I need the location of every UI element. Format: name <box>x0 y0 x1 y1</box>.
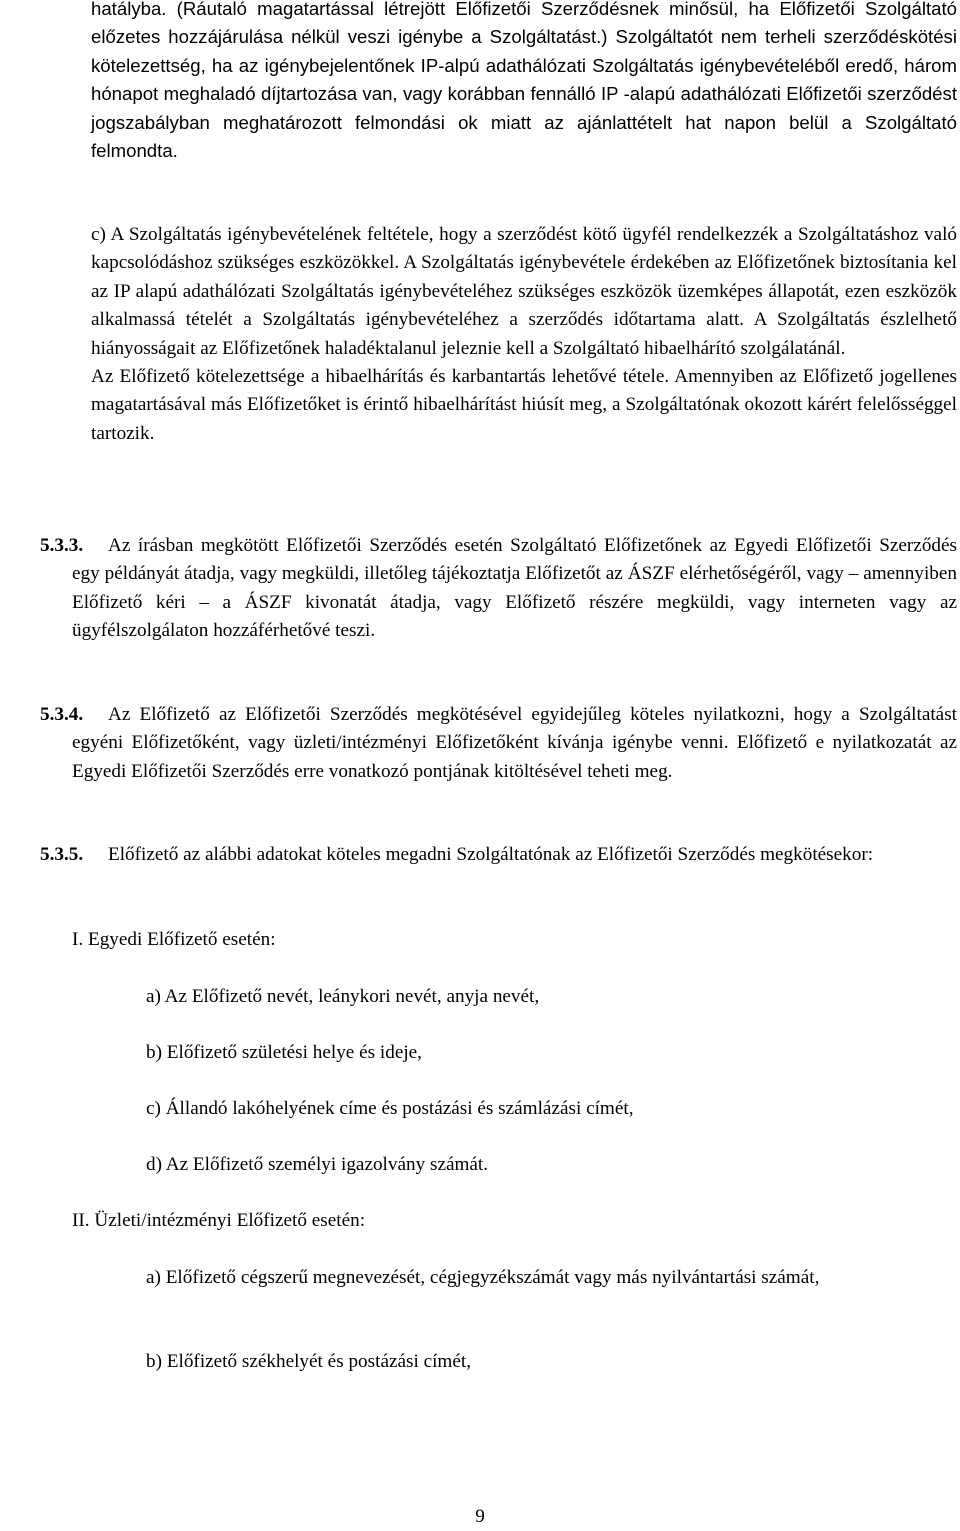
section-5-3-3 <box>40 532 957 646</box>
list-item: b) Előfizető székhelyét és postázási címét, <box>146 1351 471 1372</box>
page-number: 9 <box>475 1506 485 1527</box>
section-5-3-5 <box>40 841 957 869</box>
section-number: 5.3.3. <box>40 535 84 556</box>
list-item: a) Előfizető cégszerű megnevezését, cégjegyzékszámát vagy más nyilvántartási számát, <box>146 1267 820 1288</box>
list-item: b) Előfizető születési helye és ideje, <box>146 1042 422 1063</box>
paragraph-c <box>91 221 957 448</box>
section-number: 5.3.5. <box>40 844 84 865</box>
paragraph-c-sentence-3: Az Előfizető kötelezettsége a hibaelhárítás és karbantartás lehetővé tétele. Amennyiben az Előfizető jogellenes magatartásával más Előfizetőket is érintő hibaelhárítást hiúsít meg, a Szolgáltatónak okozott kárért felelősséggel tartozik. <box>91 366 957 444</box>
intro-paragraph: hatályba. (Ráutaló magatartással létrejött Előfizetői Szerződésnek minősül, ha Előfizetői Szolgáltató előzetes hozzájárulása nélkül veszi igénybe a Szolgáltatást.) Szolgáltatót nem terheli szerződéskötési kötelezettség, ha az igénybejelentőnek IP-alpú adathálózati Szolgáltatás igénybevételéből eredő, három hónapot meghaladó díjtartozása van, vagy korábban fennálló IP -alapú adathálózati Előfizetői szerződést jogszabályban meghatározott felmondási ok miatt az ajánlattételt hat napon belül a Szolgáltató felmondta. <box>91 0 957 162</box>
section-text: Az írásban megkötött Előfizetői Szerződés esetén Szolgáltató Előfizetőnek az Egyedi Előfizetői Szerződés egy példányát átadja, vagy megküldi, illetőleg tájékoztatja Előfizetőt az ÁSZF elérhetőségéről, vagy – amennyiben Előfizető kéri – a ÁSZF kivonatát átadja, vagy Előfizető részére megküldi, vagy interneten vagy az ügyfélszolgálaton hozzáférhetővé teszi. <box>72 535 957 642</box>
section-text: Előfizető az alábbi adatokat köteles megadni Szolgáltatónak az Előfizetői Szerződés megkötésekor: <box>108 844 874 865</box>
paragraph-c-sentence-1: c) A Szolgáltatás igénybevételének feltétele, hogy a szerződést kötő ügyfél rendelkezzék a Szolgáltatáshoz való kapcsolódáshoz szükséges eszközökkel. <box>91 224 957 274</box>
section-number: 5.3.4. <box>40 704 84 725</box>
list-heading-business: II. Üzleti/intézményi Előfizető esetén: <box>72 1210 366 1231</box>
section-5-3-4 <box>40 701 957 786</box>
paragraph-c-sentence-2: A Szolgáltatás igénybevétele érdekében az Előfizetőnek biztosítania kel az IP alapú adathálózati Szolgáltatás igénybevételéhez szükséges eszközök üzemképes állapotát, ezen eszközök alkalmassá tételét a Szolgáltatás igénybevételéhez a szerződés időtartama alatt. A Szolgáltatás észlelhető hiányosságait az Előfizetőnek haladéktalanul jeleznie kell a Szolgáltató hibaelhárító szolgálatánál. <box>91 252 957 359</box>
list-item: d) Az Előfizető személyi igazolvány számát. <box>146 1154 489 1175</box>
list-heading-individual: I. Egyedi Előfizető esetén: <box>72 929 276 950</box>
list-item: c) Állandó lakóhelyének címe és postázási és számlázási címét, <box>146 1098 634 1119</box>
list-item: a) Az Előfizető nevét, leánykori nevét, anyja nevét, <box>146 986 540 1007</box>
section-text: Az Előfizető az Előfizetői Szerződés megkötésével egyidejűleg köteles nyilatkozni, hogy a Szolgáltatást egyéni Előfizetőként, vagy üzleti/intézményi Előfizetőként kívánja igénybe venni. Előfizető e nyilatkozatát az Egyedi Előfizetői Szerződés erre vonatkozó pontjának kitöltésével teheti meg. <box>72 704 957 782</box>
